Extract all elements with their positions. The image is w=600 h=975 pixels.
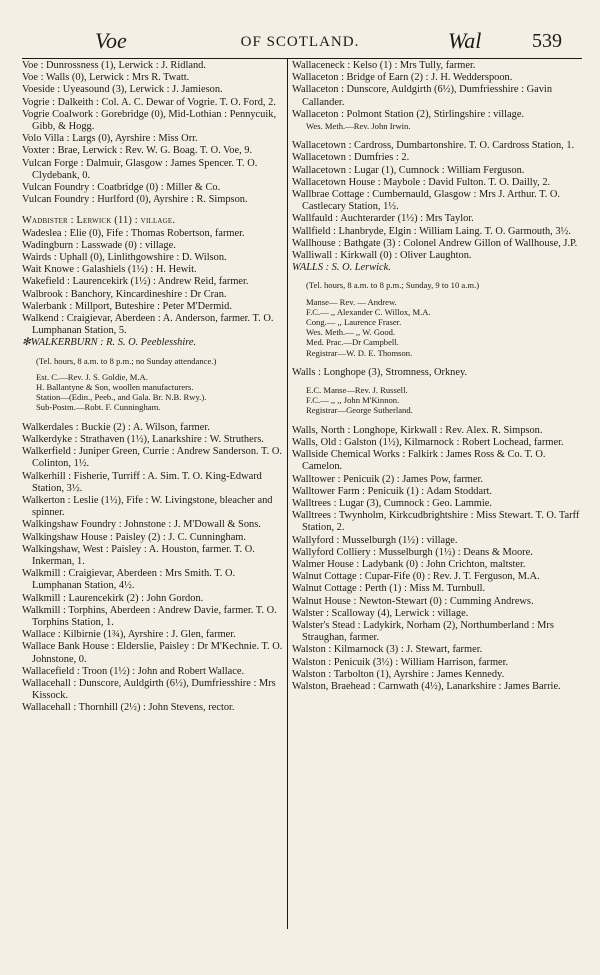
entry: Voxter : Brae, Lerwick : Rev. W. G. Boag. T. O. Voe, 9. xyxy=(22,145,253,157)
entry-detail: Sub-Postm.—Robt. F. Cunningham. xyxy=(36,402,161,413)
entry: Wallbrae Cottage : Cumbernauld, Glasgow : Mrs J. Arthur. T. O. Castlecary Station, 1½. xyxy=(292,189,561,213)
entry: Wallace : Kilbirnie (1¾), Ayrshire : J. Glen, farmer. xyxy=(22,629,236,641)
header-right-word: Wal xyxy=(448,28,482,53)
entry: Wallyford : Musselburgh (1½) : village. xyxy=(292,534,458,546)
entry: Vogrie Coalwork : Gorebridge (0), Mid-Lothian : Pennycuik, Gibb, & Hogg. xyxy=(22,108,277,133)
entry: Wadeslea : Elie (0), Fife : Thomas Robertson, farmer. xyxy=(22,227,245,239)
entry: Wallacetown House : Maybole : David Fulton. T. O. Dailly, 2. xyxy=(292,176,551,188)
entry: Voeside : Uyeasound (3), Lerwick : J. Jamieson. xyxy=(22,84,223,96)
entry: Walston, Braehead : Carnwath (4½), Lanarkshire : James Barrie. xyxy=(292,680,561,692)
entry: Walkend : Craigievar, Aberdeen : A. Anderson, farmer. T. O. Lumphanan Station, 5. xyxy=(22,313,274,337)
entry: Wallaceton : Bridge of Earn (2) : J. H. Wedderspoon. xyxy=(292,72,513,84)
entry: Wadbister : Lerwick (11) : village. xyxy=(22,215,176,227)
entry-detail: Est. C.—Rev. J. S. Goldie, M.A. xyxy=(36,371,148,382)
entry-detail: H. Ballantyne & Son, woollen manufacturers. xyxy=(36,382,194,393)
entry: Wallacetown : Dumfries : 2. xyxy=(292,152,410,164)
entry: Wallacehall : Dunscore, Auldgirth (6½), Dumfriesshire : Mrs Kissock. xyxy=(22,677,276,702)
entry: Wallacehall : Thornhill (2½) : John Stevens, rector. xyxy=(22,702,235,714)
left-column xyxy=(22,60,284,715)
entry: Walnut Cottage : Perth (1) : Miss M. Turnbull. xyxy=(292,583,486,595)
header-title: OF SCOTLAND. xyxy=(240,34,360,50)
entry: Walkerton : Leslie (1½), Fife : W. Livingstone, bleacher and spinner. xyxy=(22,494,273,519)
entry: Walster's Stead : Ladykirk, Norham (2), Northumberland : Mrs Straughan, farmer. xyxy=(292,619,554,644)
entry: Walkerfield : Juniper Green, Currie : Andrew Sanderson. T. O. Colinton, 1½. xyxy=(22,446,282,470)
entry-detail: F.C.— ,, Alexander C. Willox, M.A. xyxy=(306,306,431,317)
entry: Walnut House : Newton-Stewart (0) : Cumming Andrews. xyxy=(292,595,534,607)
entry: Wallaceton : Polmont Station (2), Stirlingshire : village. xyxy=(292,108,525,120)
page-header xyxy=(0,28,600,56)
entry: Walkmill : Craigievar, Aberdeen : Mrs Smith. T. O. Lumphanan Station, 4½. xyxy=(22,568,236,592)
entry-detail: Med. Prac.—Dr Campbell. xyxy=(306,337,399,348)
entry: Wallside Chemical Works : Falkirk : James Ross & Co. T. O. Camelon. xyxy=(292,449,546,473)
entry: Walston : Tarbolton (1), Ayrshire : James Kennedy. xyxy=(292,668,505,680)
entry: Walster : Scalloway (4), Lerwick : village. xyxy=(292,607,469,619)
entry: Walston : Penicuik (3½) : William Harrison, farmer. xyxy=(292,656,509,668)
entry: Walston : Kilmarnock (3) : J. Stewart, farmer. xyxy=(292,644,483,656)
entry: Wallacefield : Troon (1½) : John and Robert Wallace. xyxy=(22,665,245,677)
entry-detail: Wes. Meth.—Rev. John Irwin. xyxy=(306,121,411,132)
entry: Wallfauld : Auchterarder (1½) : Mrs Taylor. xyxy=(292,213,474,225)
entry: Volo Villa : Largs (0), Ayrshire : Miss Orr. xyxy=(22,133,198,145)
entry-detail: Cong.— ,, Laurence Fraser. xyxy=(306,317,402,328)
entry: Wallacetown : Lugar (1), Cumnock : William Ferguson. xyxy=(292,164,525,176)
telegraph-hours: (Tel. hours, 8 a.m. to 8 p.m.; Sunday, 9 to 10 a.m.) xyxy=(306,280,480,291)
entry: Walls, Old : Galston (1½), Kilmarnock : Robert Lochead, farmer. xyxy=(292,436,564,448)
entry: Wallyford Colliery : Musselburgh (1½) : Deans & Moore. xyxy=(292,546,533,558)
entry: Vogrie : Dalkeith : Col. A. C. Dewar of Vogrie. T. O. Ford, 2. xyxy=(22,96,276,108)
header-left-word: Voe xyxy=(95,28,127,53)
entry: Walerbank : Millport, Buteshire : Peter M'Dermid. xyxy=(22,300,232,312)
entry: Walkerdales : Buckie (2) : A. Wilson, farmer. xyxy=(22,421,210,433)
entry: WALLS : S. O. Lerwick. xyxy=(292,262,391,274)
entry: Walkingshaw Foundry : Johnstone : J. M'Dowall & Sons. xyxy=(22,519,261,531)
entry: Wallace Bank House : Elderslie, Paisley : Dr M'Kechnie. T. O. Johnstone, 0. xyxy=(22,641,283,665)
entry: Wallacetown : Cardross, Dumbartonshire. T. O. Cardross Station, 1. xyxy=(292,140,575,152)
entry: Walltower Farm : Penicuik (1) : Adam Stoddart. xyxy=(292,485,493,497)
entry: Walltower : Penicuik (2) : James Pow, farmer. xyxy=(292,473,483,485)
entry: Vulcan Forge : Dalmuir, Glasgow : James Spencer. T. O. Clydebank, 0. xyxy=(22,157,258,181)
page-number: 539 xyxy=(532,30,562,52)
entry-detail: Registrar—W. D. E. Thomson. xyxy=(306,347,413,358)
entry: Walkingshaw, West : Paisley : A. Houston, farmer. T. O. Inkerman, 1. xyxy=(22,543,255,567)
entry: ✻WALKERBURN : R. S. O. Peeblesshire. xyxy=(22,337,197,349)
entry: Vulcan Foundry : Coatbridge (0) : Miller & Co. xyxy=(22,182,221,194)
entry: Wallaceneck : Kelso (1) : Mrs Tully, farmer. xyxy=(292,60,476,71)
entry: Walls : Longhope (3), Stromness, Orkney. xyxy=(292,366,468,378)
entry: Walmer House : Ladybank (0) : John Crichton, maltster. xyxy=(292,558,526,570)
entry: Vulcan Foundry : Hurlford (0), Ayrshire : R. Simpson. xyxy=(22,194,248,206)
entry-detail: Manse— Rev. — Andrew. xyxy=(306,296,397,307)
entry: Wakefield : Laurencekirk (1½) : Andrew Reid, farmer. xyxy=(22,276,249,288)
entry: Wallhouse : Bathgate (3) : Colonel Andrew Gillon of Wallhouse, J.P. xyxy=(292,237,578,249)
entry: Wait Knowe : Galashiels (1½) : H. Hewit. xyxy=(22,264,197,276)
entry: Voe : Dunrossness (1), Lerwick : J. Ridland. xyxy=(22,60,206,71)
entry: Wallaceton : Dunscore, Auldgirth (6½), Dumfriesshire : Gavin Callander. xyxy=(292,84,553,108)
entry: Wadingburn : Lasswade (0) : village. xyxy=(22,239,176,251)
entry-detail: F.C.— ,, ,, John M'Kinnon. xyxy=(306,395,400,406)
entry: Walltrees : Twynholm, Kirkcudbrightshire : Miss Stewart. T. O. Tarff Station, 2. xyxy=(292,510,580,534)
column-divider xyxy=(287,59,288,929)
entry: Wairds : Uphall (0), Linlithgowshire : D. Wilson. xyxy=(22,252,227,264)
entry: Voe : Walls (0), Lerwick : Mrs R. Twatt. xyxy=(22,72,190,84)
entry: Walnut Cottage : Cupar-Fife (0) : Rev. J. T. Ferguson, M.A. xyxy=(292,571,540,583)
entry-detail: Wes. Meth.— ,, W. Good. xyxy=(306,327,396,338)
entry: Wallfield : Lhanbryde, Elgin : William Laing. T. O. Garmouth, 3½. xyxy=(292,225,571,237)
header-rule xyxy=(22,58,582,59)
entry: Walkmill : Torphins, Aberdeen : Andrew Davie, farmer. T. O. Torphins Station, 1. xyxy=(22,604,277,628)
entry: Walkerhill : Fisherie, Turriff : A. Sim. T. O. King-Edward Station, 3½. xyxy=(22,470,262,494)
entry: Walkmill : Laurencekirk (2) : John Gordon. xyxy=(22,592,204,604)
right-column xyxy=(292,60,582,693)
entry-detail: Registrar—George Sutherland. xyxy=(306,405,413,416)
telegraph-hours: (Tel. hours, 8 a.m. to 8 p.m.; no Sunday attendance.) xyxy=(36,355,217,366)
entry: Walkingshaw House : Paisley (2) : J. C. Cunningham. xyxy=(22,531,246,543)
entry: Walkerdyke : Strathaven (1½), Lanarkshire : W. Struthers. xyxy=(22,433,264,445)
entry: Walbrook : Banchory, Kincardineshire : Dr Cran. xyxy=(22,288,227,300)
entry: Walliwall : Kirkwall (0) : Oliver Laughton. xyxy=(292,250,472,262)
entry-detail: E.C. Manse—Rev. J. Russell. xyxy=(306,385,408,396)
entry: Walls, North : Longhope, Kirkwall : Rev. Alex. R. Simpson. xyxy=(292,424,543,436)
entry-detail: Station—(Edin., Peeb., and Gala. Br. N.B. Rwy.). xyxy=(36,392,207,403)
entry: Walltrees : Lugar (3), Cumnock : Geo. Lammie. xyxy=(292,497,492,509)
